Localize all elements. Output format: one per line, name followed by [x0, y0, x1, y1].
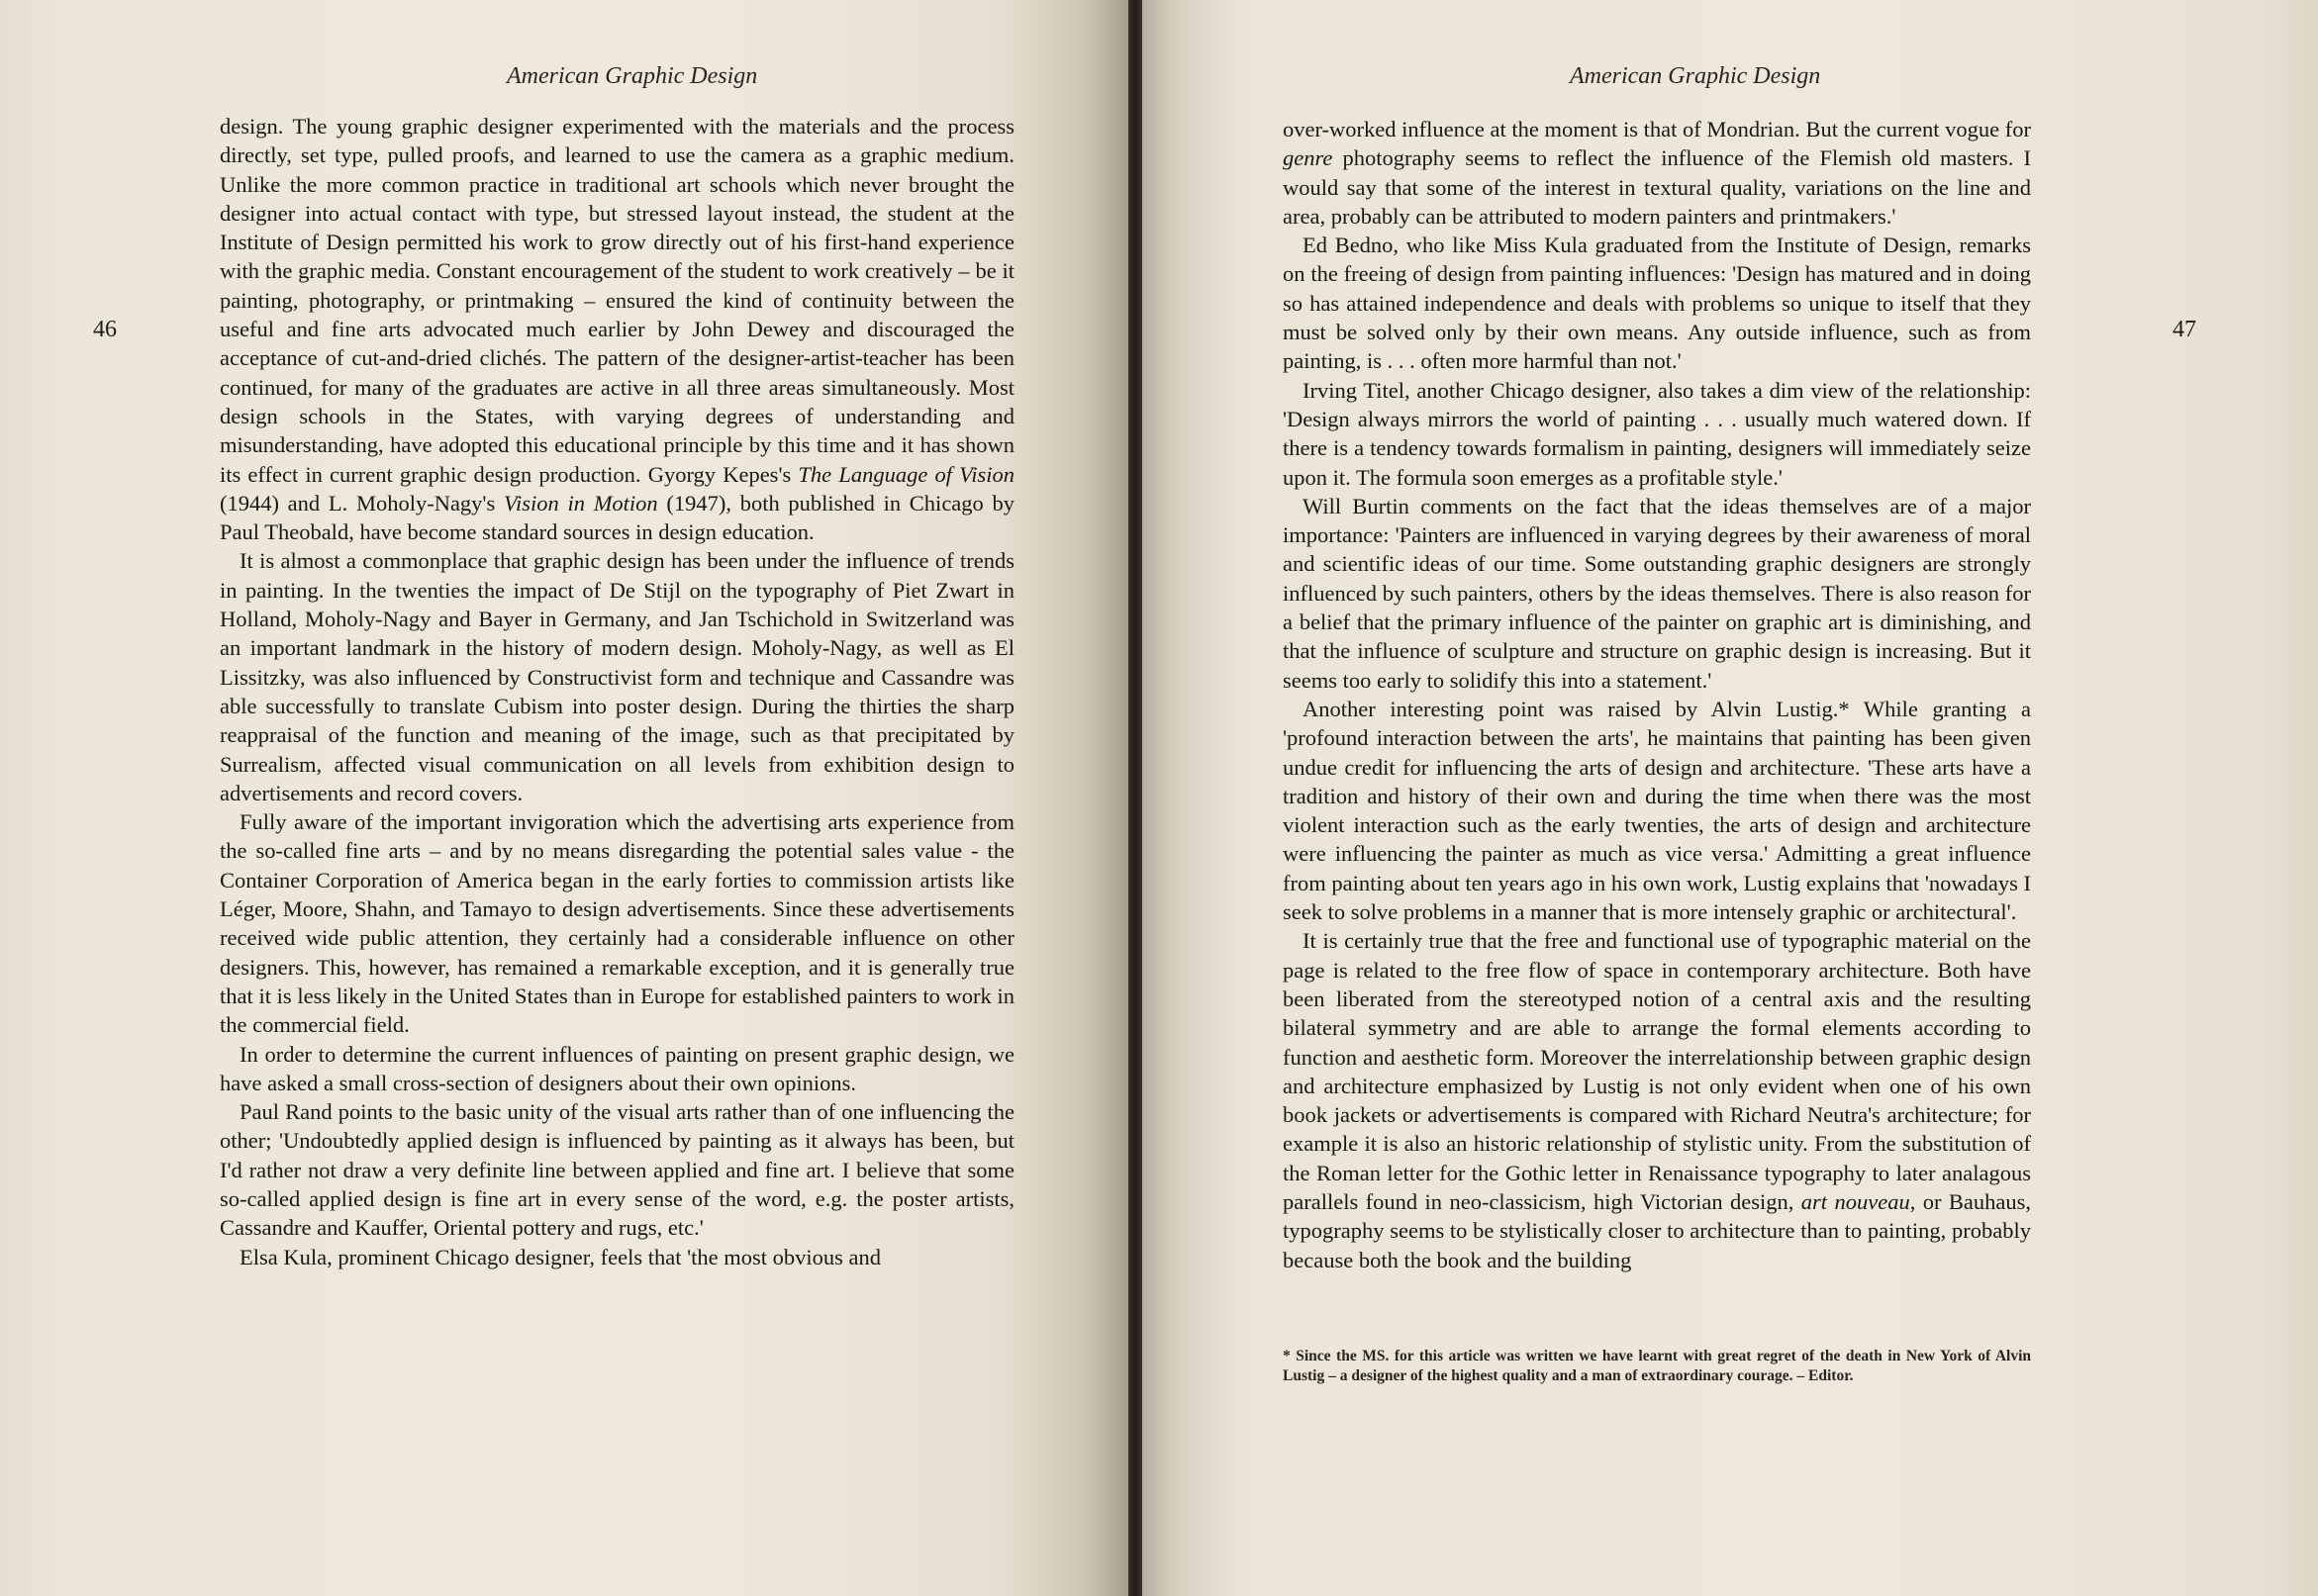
text-run: It is certainly true that the free and functional use of typographic material on the page is related to the free flow of space in contemporary architecture. Both have been liberated from the stereotyped notion of a central axis and the resulting bilateral symmetry and are able to arrange the formal elements according to function and aesthetic form. Moreover the interrelationship between graphic design and architecture emphasized by Lustig is not only evident when one of his own book jackets or advertisements is compared with Richard Neutra's architecture; for example it is also an historic relationship of stylistic unity. From the substitution of the Roman letter for the Gothic letter in Renaissance typography to later analagous parallels found in neo-classicism, high Victorian design,	[1283, 928, 2031, 1214]
text-run: Another interesting point was raised by Alvin Lustig.* While granting a 'profound interaction between the arts', he maintains that painting has been given undue credit for influencing the arts of design and architecture. 'These arts have a tradition and history of their own and during the time when there was the most violent interaction such as the early twenties, the arts of design and architecture were influencing the painter as much as vice versa.' Admitting a great influence from painting about ten years ago in his own work, Lustig explains that 'nowadays I seek to solve problems in a manner that is more intensely graphic or architectural'.	[1283, 696, 2031, 925]
paragraph	[220, 1097, 1014, 1242]
paragraph	[220, 546, 1014, 807]
right-page-body	[1283, 115, 2031, 1274]
paragraph	[1283, 231, 2031, 375]
paragraph	[1283, 695, 2031, 926]
right-page	[1142, 0, 2318, 1596]
page-number-left: 46	[93, 317, 117, 342]
text-run: Elsa Kula, prominent Chicago designer, feels that 'the most obvious and	[240, 1244, 882, 1269]
paragraph	[1283, 492, 2031, 695]
paragraph	[1283, 376, 2031, 492]
paragraph	[220, 1040, 1014, 1098]
italic-text: The Language of Vision	[798, 461, 1014, 487]
footnote: * Since the MS. for this article was written we have learnt with great regret of the death in New York of Alvin Lustig – a designer of the highest quality and a man of extraordinary courage. – Editor.	[1283, 1348, 2031, 1384]
text-run: Paul Rand points to the basic unity of the visual arts rather than of one influencing the other; 'Undoubtedly applied design is influenced by painting as it always has been, but I'd rather not draw a very definite line between applied and fine art. I believe that some so-called applied design is fine art in every sense of the word, e.g. the poster artists, Cassandre and Kauffer, Oriental pottery and rugs, etc.'	[220, 1099, 1014, 1241]
paragraph	[220, 807, 1014, 1039]
paragraph	[1283, 115, 2031, 231]
paragraph	[220, 1243, 1014, 1271]
text-run: Ed Bedno, who like Miss Kula graduated from the Institute of Design, remarks on the freeing of design from painting influences: 'Design has matured and in doing so has attained independence and deals with problems so unique to itself that they must be solved only by their own means. Any outside influence, such as from painting, is . . . often more harmful than not.'	[1283, 233, 2031, 374]
text-run: photography seems to reflect the influence of the Flemish old masters. I would say that some of the interest in textural quality, variations on the line and area, probably can be attributed to modern painters and printmakers.'	[1283, 145, 2031, 229]
text-run: Irving Titel, another Chicago designer, also takes a dim view of the relationship: 'Design always mirrors the world of painting . . . usually much watered down. If there is a tendency towards formalism in painting, designers will immediately seize upon it. The formula soon emerges as a profitable style.'	[1283, 377, 2031, 490]
text-run: (1947), both published in Chicago by Paul Theobald, have become standard sources in design education.	[220, 490, 1014, 545]
text-run: In order to determine the current influences of painting on present graphic design, we have asked a small cross-section of designers about their own opinions.	[220, 1041, 1014, 1095]
text-run: Fully aware of the important invigoration which the advertising arts experience from the so-called fine arts – and by no means disregarding the potential sales value - the Container Corporation of America began in the early forties to commission artists like Léger, Moore, Shahn, and Tamayo to design advertisements. Since these advertisements received wide public attention, they certainly had a considerable influence on other designers. This, however, has remained a remarkable exception, and it is generally true that it is less likely in the United States than in Europe for established painters to work in the commercial field.	[220, 809, 1014, 1038]
page-number-right: 47	[2173, 317, 2196, 342]
text-run: , or Bauhaus, typography seems to be stylistically closer to architecture than to painting, probably because both the book and the building	[1283, 1188, 2032, 1272]
running-head-right: American Graphic Design	[1570, 63, 1821, 89]
left-page	[0, 0, 1128, 1596]
italic-text: art nouveau	[1800, 1188, 1910, 1214]
book-gutter	[1128, 0, 1142, 1596]
paragraph	[220, 112, 1014, 546]
paragraph	[1283, 926, 2031, 1274]
italic-text: Vision in Motion	[503, 490, 658, 516]
text-run: design. The young graphic designer experimented with the materials and the process directly, set type, pulled proofs, and learned to use the camera as a graphic medium. Unlike the more common practice in traditional art schools which never brought the designer into actual contact with type, but stressed layout instead, the student at the Institute of Design permitted his work to grow directly out of his first-hand experience with the graphic media. Constant encouragement of the student to work creatively – be it painting, photography, or printmaking – ensured the kind of continuity between the useful and fine arts advocated much earlier by John Dewey and discouraged the acceptance of cut-and-dried clichés. The pattern of the designer-artist-teacher has been continued, for many of the graduates are active in all three areas simultaneously. Most design schools in the States, with varying degrees of understanding and misunderstanding, have adopted this educational principle by this time and it has shown its effect in current graphic design production. Gyorgy Kepes's	[220, 114, 1014, 487]
text-run: (1944) and L. Moholy-Nagy's	[220, 490, 504, 516]
text-run: Will Burtin comments on the fact that the ideas themselves are of a major importance: 'Painters are influenced in varying degrees by their awareness of moral and scientific ideas of our time. Some outstanding graphic designers are strongly influenced by such painters, others by the ideas themselves. There is also reason for a belief that the primary influence of the painter on graphic art is diminishing, and that the influence of sculpture and structure on graphic design is increasing. But it seems too early to solidify this into a statement.'	[1283, 493, 2031, 693]
text-run: over-worked influence at the moment is that of Mondrian. But the current vogue for	[1283, 117, 2031, 141]
italic-text: genre	[1283, 145, 1333, 171]
text-run: It is almost a commonplace that graphic design has been under the influence of trends in painting. In the twenties the impact of De Stijl on the typography of Piet Zwart in Holland, Moholy-Nagy and Bayer in Germany, and Jan Tschichold in Switzerland was an important landmark in the history of modern design. Moholy-Nagy, as well as El Lissitzky, was also influenced by Constructivist form and technique and Cassandre was able successfully to translate Cubism into poster design. During the thirties the sharp reappraisal of the function and meaning of the image, such as that precipitated by Surrealism, affected visual communication on all levels from exhibition design to advertisements and record covers.	[220, 548, 1014, 805]
running-head-left: American Graphic Design	[507, 63, 758, 89]
left-page-body	[220, 112, 1014, 1271]
